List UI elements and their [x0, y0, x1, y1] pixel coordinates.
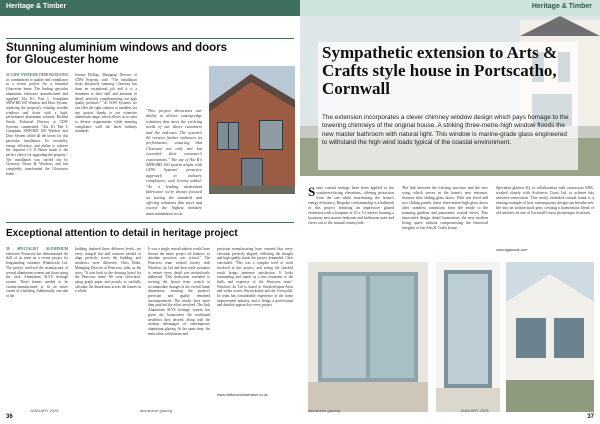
- lead-text: 35 CDW SYSTEMS: [6, 73, 38, 77]
- article-title: Sympathetic extension to Arts & Crafts style house in Portscatho, Cornwall: [322, 43, 558, 98]
- article1-column-3: "This project showcases our ability to deliver cutting-edge solutions that meet the evolving needs of our direct customers and the end-user. The system's 60 version further enhances its performance, ensuring that Clearway not only met but exceeded their customer's expectations." The use of Alu K's SMW/BD 100 system aligns with CDW Systems' proactive approach to industry compliance, and Jeremy added: "As a leading aluminium fabricator, we're always focused on setting the standard and offering solutions that meet and exceed the highest industry: [146, 108, 202, 210]
- section-banner: [300, 0, 600, 16]
- article2-column-4: precision manufacturing have ensured that every elevation perfectly aligned, reflecting the thought and high-quality finish the project demanded. Chris concluded: "This was a complex level of work involved in this project, and seeing the finished result brings immense satisfaction. It looks outstanding and stands as a true testament to the skills and expertise of the Pentcross team." Windows 4u Ltd is based in Stratford-upon-Avon and works across Warwickshire and the Cotswolds. Its team has considerable experience in the home improvement industry, and it brings a professional and detailed approach to every project.: [217, 247, 293, 308]
- drop-cap: S: [308, 186, 316, 199]
- article2-column-2: building featured three different levels, yet every integral bar and transom needed to align perfectly across the building, and aesthetics were delivered. Chris Birks, Managing Director at Pentcross, talks us the story: "It was back to the drawing board for the Pentcross team! We went old-school, using graph paper and pencils to carefully calculate the dimensions across the frames as a whole.: [75, 247, 141, 294]
- section-banner: [0, 0, 300, 16]
- footer-magazine: aluminium glazing: [308, 408, 341, 413]
- article1-column-1: 35 CDW SYSTEMS DEMONSTRATED its commitment to quality and compliance in a recent project for a beautiful Gloucester home. The leading specialist aluminium fabricator manufactured and supplied Alu K's Part L Compliant SMW/BD 100 Window and Door System, replacing the property's existing wooden windows and doors with a high-performance aluminium solution. Richard Smith, Technical Director at CDW Systems, commented: "Alu K's Part L Compliant SMW/BD 100 Window and Door System ticked all the boxes for this particular installation. Its versatility, energy efficiency, and ability to achieve the required 1.6 U-Values made it the perfect choice for upgrading the property." The installation was carried out by Clearway Doors & Windows and has completely transformed the Gloucester home.: [6, 73, 68, 176]
- body-column-3: Specialist glaziers IQ, in collaboration with contractors KPK, worked closely with Architects Coast Ltd. to achieve this sensitive renovation. This newly extended coastal home is a shining example of how contemporary design can breathe new life into an architectural gem, creating a harmonious blend of old and new in one of Cornwall's most picturesque locations.: [496, 186, 594, 215]
- article-title: Stunning aluminium windows and doors for Gloucester home: [6, 42, 228, 67]
- article2-column-1: 39 SPECIALIST ALUMINIUM fabricator Pentcross has demonstrated the skill of its team on a recent project for longstanding customer Windows4u Ltd. The project involved the manufacture of several aluminium screens and doors using the Jack Aluminium SLVS heritage system. These frames needed to be custom-manufactured to fit an entire corner of a building. Additionally, one side of the: [6, 247, 68, 299]
- body-column-2: The link between the existing structure and the new wing, which serves as the home's new entrance, features slim sliding glass doors. With one fixed and two sliding panels, these three-metre-high glass doors offer seamless transitions from the inside to the stunning gardens and panoramic coastal views. This innovative design detail harmonises the new modern living space without compromising the historical integrity of the Arts & Crafts house.: [402, 186, 488, 230]
- interior-photo-2: [436, 262, 500, 412]
- section-label: Heritage & Timber: [531, 3, 592, 10]
- interior-photo-1: [308, 262, 428, 412]
- right-page: [300, 0, 600, 424]
- article-url[interactable]: www.iqglassuk.com: [496, 248, 528, 252]
- footer-date: JANUARY 2025: [30, 408, 59, 413]
- house-photo: [209, 66, 295, 194]
- section-label: Heritage & Timber: [6, 3, 67, 10]
- article2-url[interactable]: www.meltonwindowmaker.co.uk: [217, 393, 268, 397]
- page-number: 36: [6, 414, 13, 420]
- title-rule: [6, 38, 294, 39]
- footer-date: JANUARY 2025: [460, 408, 489, 413]
- article2-title: Exceptional attention to detail in heritage project: [6, 228, 238, 239]
- article1-url[interactable]: www.cdwfabtech.co.uk: [146, 212, 183, 216]
- exterior-photo: [506, 262, 594, 412]
- article1-column-2: Jeremy Phillips, Managing Director of CDW Systems, said: "The installation looks absolutely stunning. Clearway has done an exceptional job and it is a testament to their skill and attention to detail, perfectly complementing our high quality products." "At CDW Systems, we can offer the right solution to installers for any project thanks to our extensive aluminium range, which allows us to cater to diverse requirements while ensuring compliance with the latest industry standards.: [75, 73, 137, 134]
- section-rule: [6, 222, 294, 223]
- footer-magazine: aluminium glazing: [140, 408, 173, 413]
- article2-column-3: It was a single miscalculation would have thrown the entire project off balance, so absolute precision was critical." The Pentcross team worked closely with Windows 4u Ltd and their trade customer to ensure every detail was meticulously addressed. This dedication extended to revising the layout from scratch to accommodate changes in the overall frame dimensions, ensuring the project's precision and quality remained uncompromised. The results have more than justified the effort involved. The Jack Aluminium SLVS heritage system has given the homeowner the traditional aesthetics they desired, along with the modern advantages of contemporary aluminium glazing. At the same time, the meticulous calculations and: [148, 247, 210, 336]
- page-number: 37: [587, 414, 594, 420]
- standfirst: The extension incorporates a clever chimney window design which pays homage to the towering chimneys of the original house. A striking three-metre-high window floods the new master bathroom with natural light. This window is marine-grade glass engineered to withstand the high wind loads typical of the coastal environment.: [322, 114, 569, 147]
- body-column-1: S ome coastal settings have been applied to the southwest-facing elevations, offering protection from the sun while maximising the house's energy efficiency. Bespoke craftsmanship is a hallmark of this project featuring an impressive glazed extension with a footprint of 63 x 5.1 metres housing a luxurious new master bedroom and bathroom suite and views out to the mutual countryside.: [308, 186, 394, 225]
